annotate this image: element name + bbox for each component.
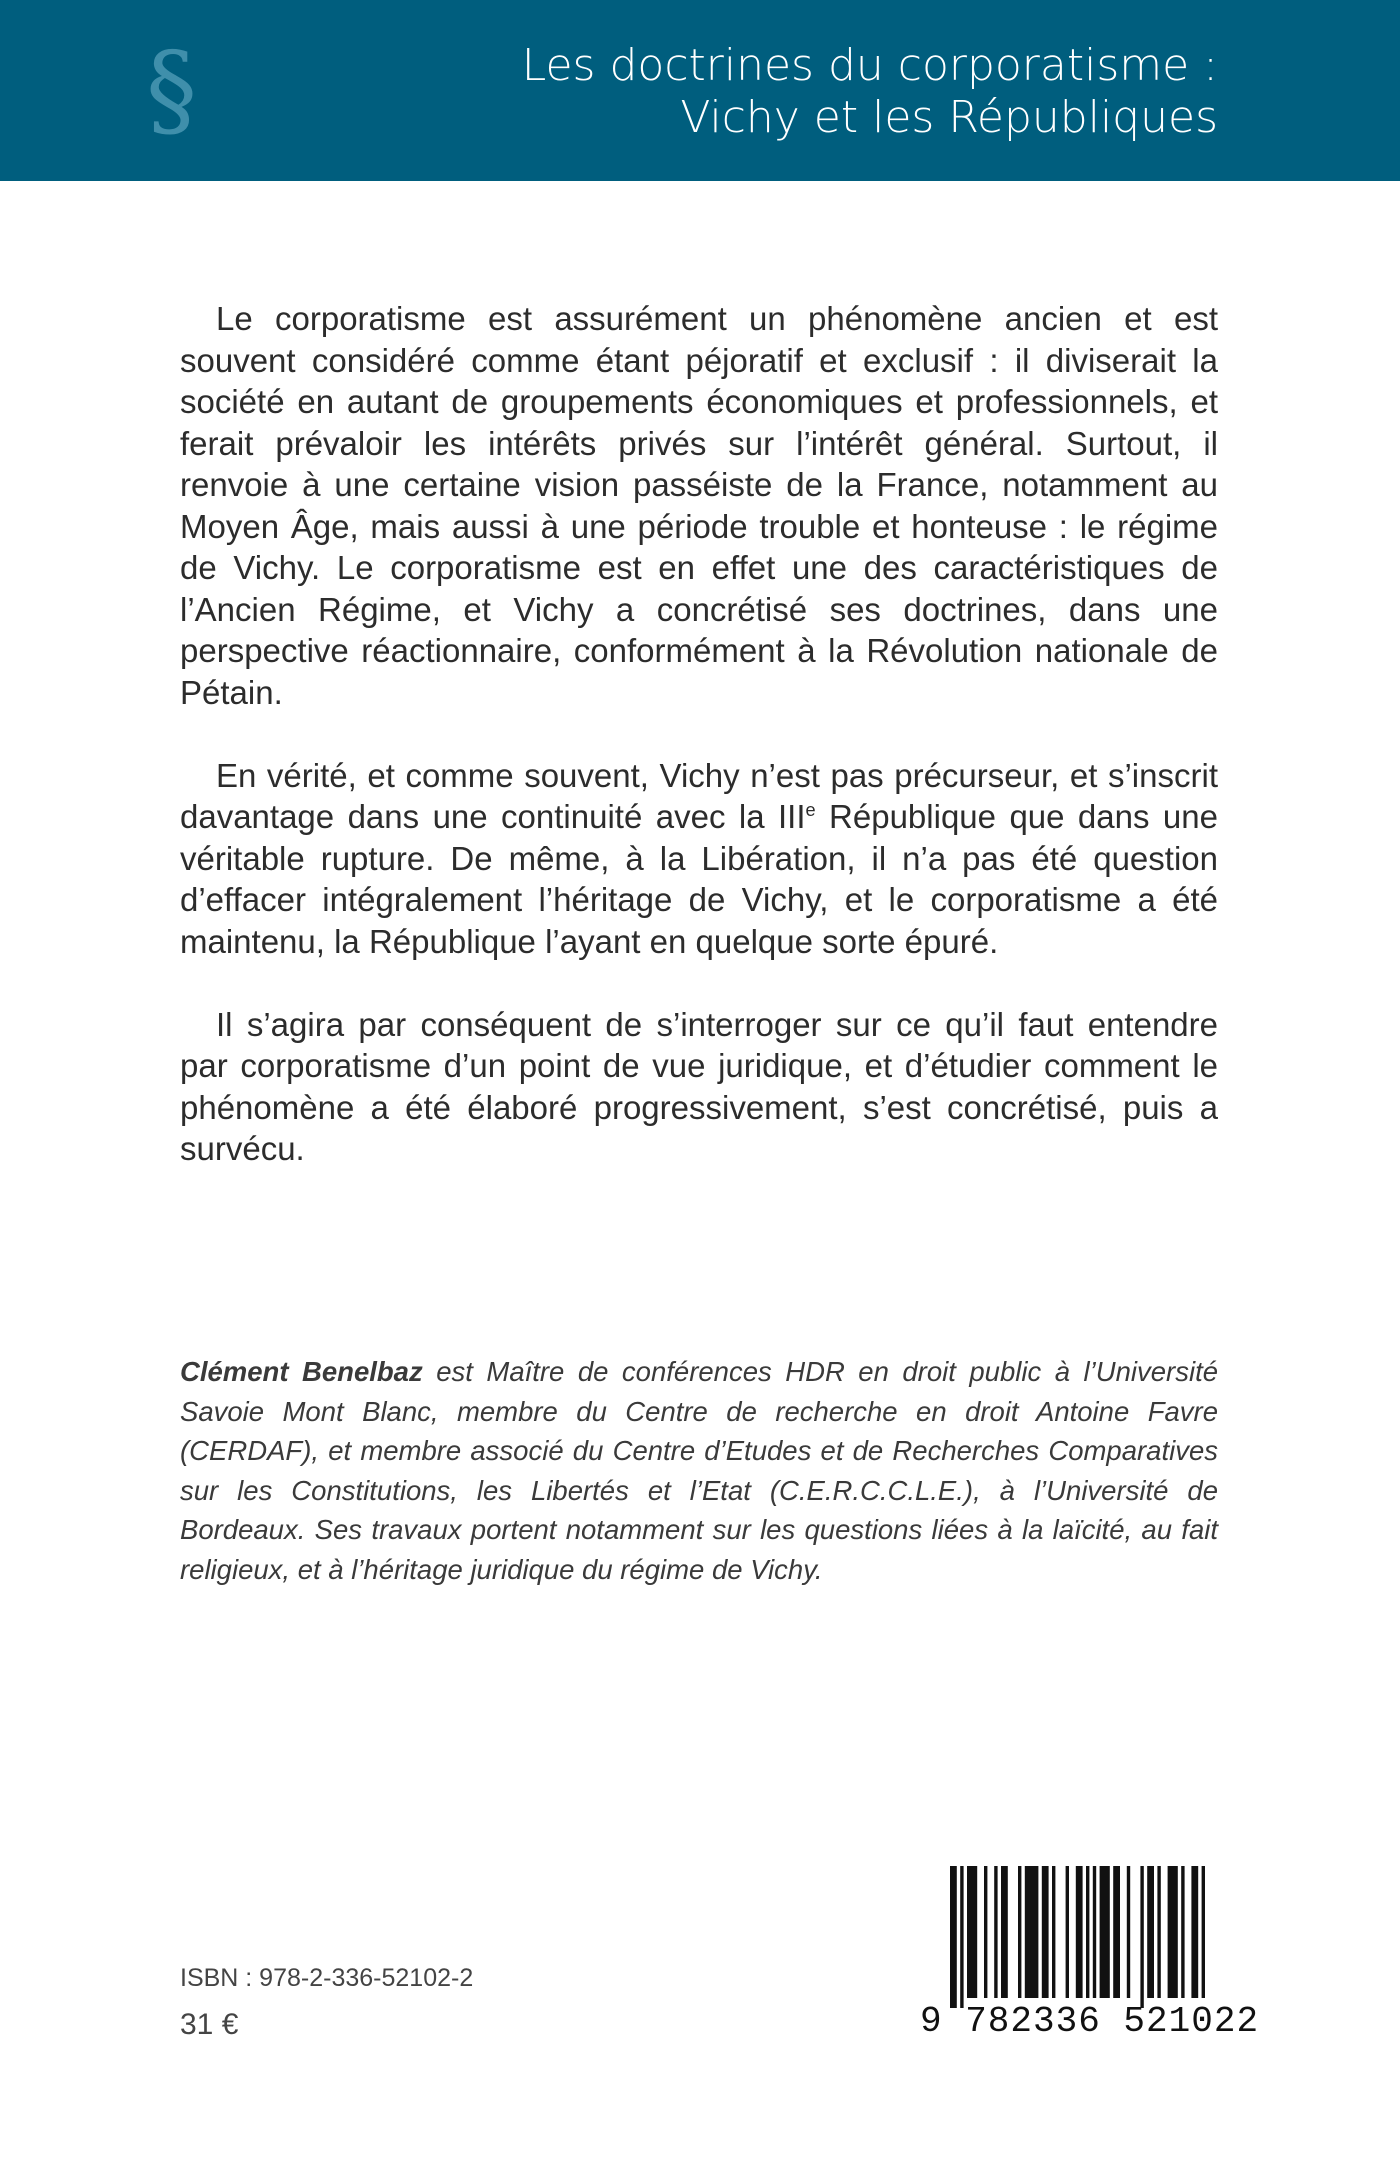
barcode-bars [920,1866,1220,2008]
isbn-label: ISBN : 978-2-336-52102-2 [180,1964,474,1992]
author-bio-text: est Maître de conférences HDR en droit public à l’Université Savoie Mont Blanc, membre du Centre de recherche en droit Antoine Favre (CERDAF), et membre associé du Centre d’Etudes et de Recherches Comparatives sur les Constitutions, les Libertés et l’Etat (C.E.R.C.C.L.E.), à l’Université de Bordeaux. Ses travaux portent notamment sur les questions liées à la laïcité, au fait religieux, et à l’héritage juridique du régime de Vichy. [180,1356,1218,1585]
author-bio [180,1352,1218,1589]
author-name: Clément Benelbaz [180,1356,423,1387]
section-symbol-icon: § [146,31,197,150]
barcode [920,1866,1260,2046]
price-label: 31 € [180,2008,239,2041]
paragraph-2-text-end: République que dans une véritable rupture. De même, à la Libération, il n’a pas été question d’effacer intégralement l’héritage de Vichy, et le corporatisme a été maintenu, la République l’ayant en quelque sorte épuré. [180,798,1218,960]
header-band [0,0,1400,181]
description-paragraph-1: Le corporatisme est assurément un phénomène ancien et est souvent considéré comme étant péjoratif et exclusif : il diviserait la société en autant de groupements économiques et professionnels, et ferait prévaloir les intérêts privés sur l’intérêt général. Surtout, il renvoie à une certaine vision passéiste de la France, notamment au Moyen Âge, mais aussi à une période trouble et honteuse : le régime de Vichy. Le corporatisme est en effet une des caractéristiques de l’Ancien Régime, et Vichy a concrétisé ses doctrines, dans une perspective réactionnaire, conformément à la Révolution nationale de Pétain. [180,300,1218,711]
description-paragraph-2 [180,755,1218,963]
title-line-2: Vichy et les Républiques [680,92,1218,143]
book-title [522,40,1218,144]
barcode-digits: 9 782336 521022 [920,2001,1260,2042]
description-paragraph-3: Il s’agira par conséquent de s’interroger sur ce qu’il faut entendre par corporatisme d’un point de vue juridique, et d’étudier comment le phénomène a été élaboré progressivement, s’est concrétisé, puis a survécu. [180,1005,1218,1167]
book-description [180,298,1218,1211]
title-line-1: Les doctrines du corporatisme : [521,40,1218,91]
paragraph-2-text-start: En vérité, et comme souvent, Vichy n’est pas précurseur, et s’inscrit davantage dans une continuité avec la III [180,756,1218,835]
superscript-e: e [805,800,816,820]
